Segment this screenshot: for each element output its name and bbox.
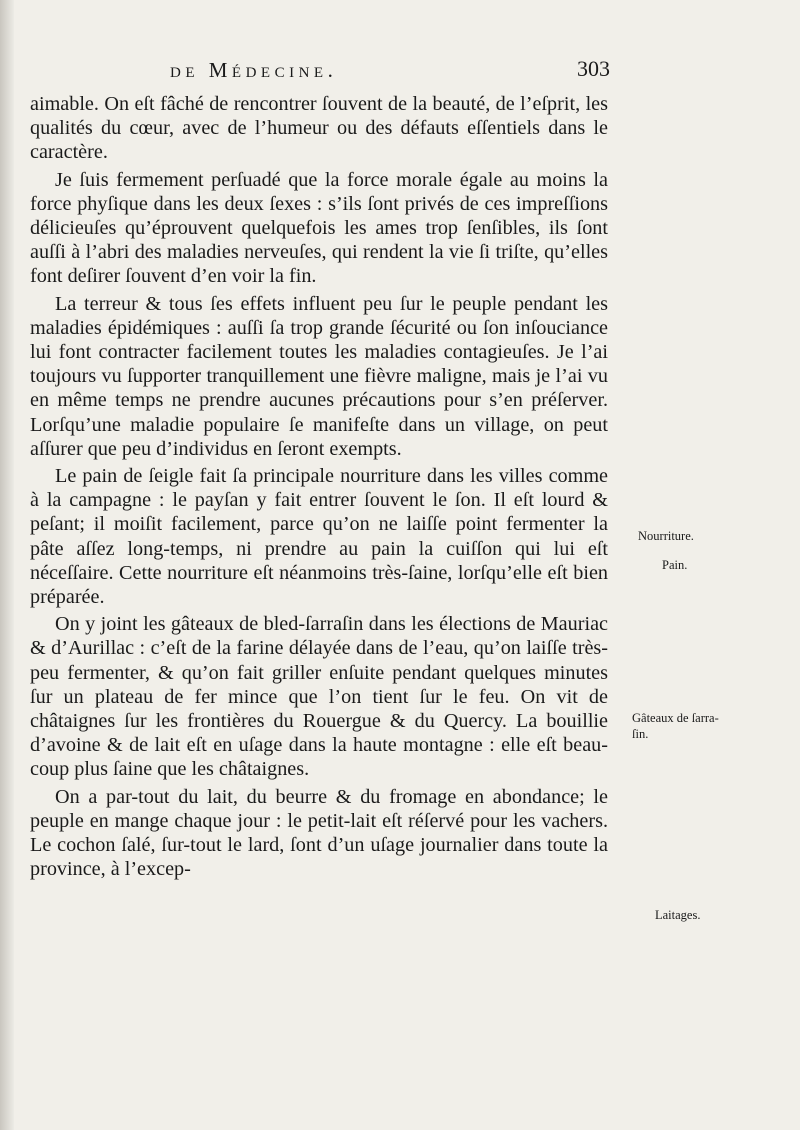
marginal-note-gateaux: Gâteaux de ſarra- ſin. xyxy=(632,711,719,741)
marginal-note-laitages: Laitages. xyxy=(655,908,701,922)
page-number: 303 xyxy=(577,56,610,81)
main-text-block xyxy=(30,92,608,885)
marginal-note-pain: Pain. xyxy=(662,558,688,572)
paragraph-gateaux: On y joint les gâteaux de bled-ſarraſin dans les élections de Mauriac & d’Aurillac : c’eſt de la farine délayée dans de l’eau, qu’on laiſſe très-peu fermenter, & qu’on fait griller enſuite pendant quelques minutes ſur un plateau de fer mince que l’on tient ſur le feu. On vit de châtaignes ſur les frontières du Rouergue & du Quercy. La bouillie d’avoine & de lait eſt en uſage dans la haute montagne : elle eſt beaucoup plus ſaine que les châtaignes. xyxy=(30,613,608,781)
paragraph-force-morale: Je ſuis fermement perſuadé que la force morale égale au moins la force phyſique dans les deux ſexes : s’ils ſont privés de ces impreſſions délicieuſes qu’éprouvent quelquefois les ames trop ſenſibles, ils ſont auſſi à l’abri des maladies nerveuſes, qui rendent la vie ſi triſte, qu’elles font deſirer ſouvent d’en voir la fin. xyxy=(30,168,608,288)
running-title: de Médecine. xyxy=(170,58,338,82)
running-head xyxy=(170,56,610,86)
paragraph-continued: aimable. On eſt fâché de rencontrer ſouvent de la beauté, de l’eſprit, les qualités du cœur, avec de l’humeur ou des défauts eſſentiels dans le caractère. xyxy=(30,93,608,164)
paragraph-terreur: La terreur & tous ſes effets influent peu ſur le peuple pendant les maladies épidémiques : auſſi ſa trop grande ſécurité ou ſon inſouciance lui font contracter facilement toutes les maladies contagieuſes. Je l’ai toujours vu ſupporter tranquillement une fièvre maligne, mais je l’ai vu en même temps ne prendre aucunes précautions pour s’en préſerver. Lorſqu’une maladie populaire ſe manifeſte dans un village, on peut aſſurer que peu d’individus en ſeront exempts. xyxy=(30,292,608,460)
paragraph-laitages: On a par-tout du lait, du beurre & du fromage en abondance; le peuple en mange chaque jour : le petit-lait eſt réſervé pour les vachers. Le cochon ſalé, ſur-tout le lard, ſont d’un uſage journalier dans toute la province, à l’excep- xyxy=(30,785,608,881)
paragraph-pain-de-seigle: Le pain de ſeigle fait ſa principale nourriture dans les villes comme à la campagne : le payſan y fait entrer ſouvent le ſon. Il eſt lourd & peſant; il moiſit facilement, parce qu’on ne laiſſe point fermenter la pâte aſſez long-temps, ni prendre au pain la cuiſſon qui lui eſt néceſſaire. Cette nourriture eſt néanmoins très-ſaine, lorſqu’elle eſt bien préparée. xyxy=(30,465,608,609)
marginal-note-nourriture: Nourriture. xyxy=(638,529,694,543)
page-edge xyxy=(0,0,14,1130)
